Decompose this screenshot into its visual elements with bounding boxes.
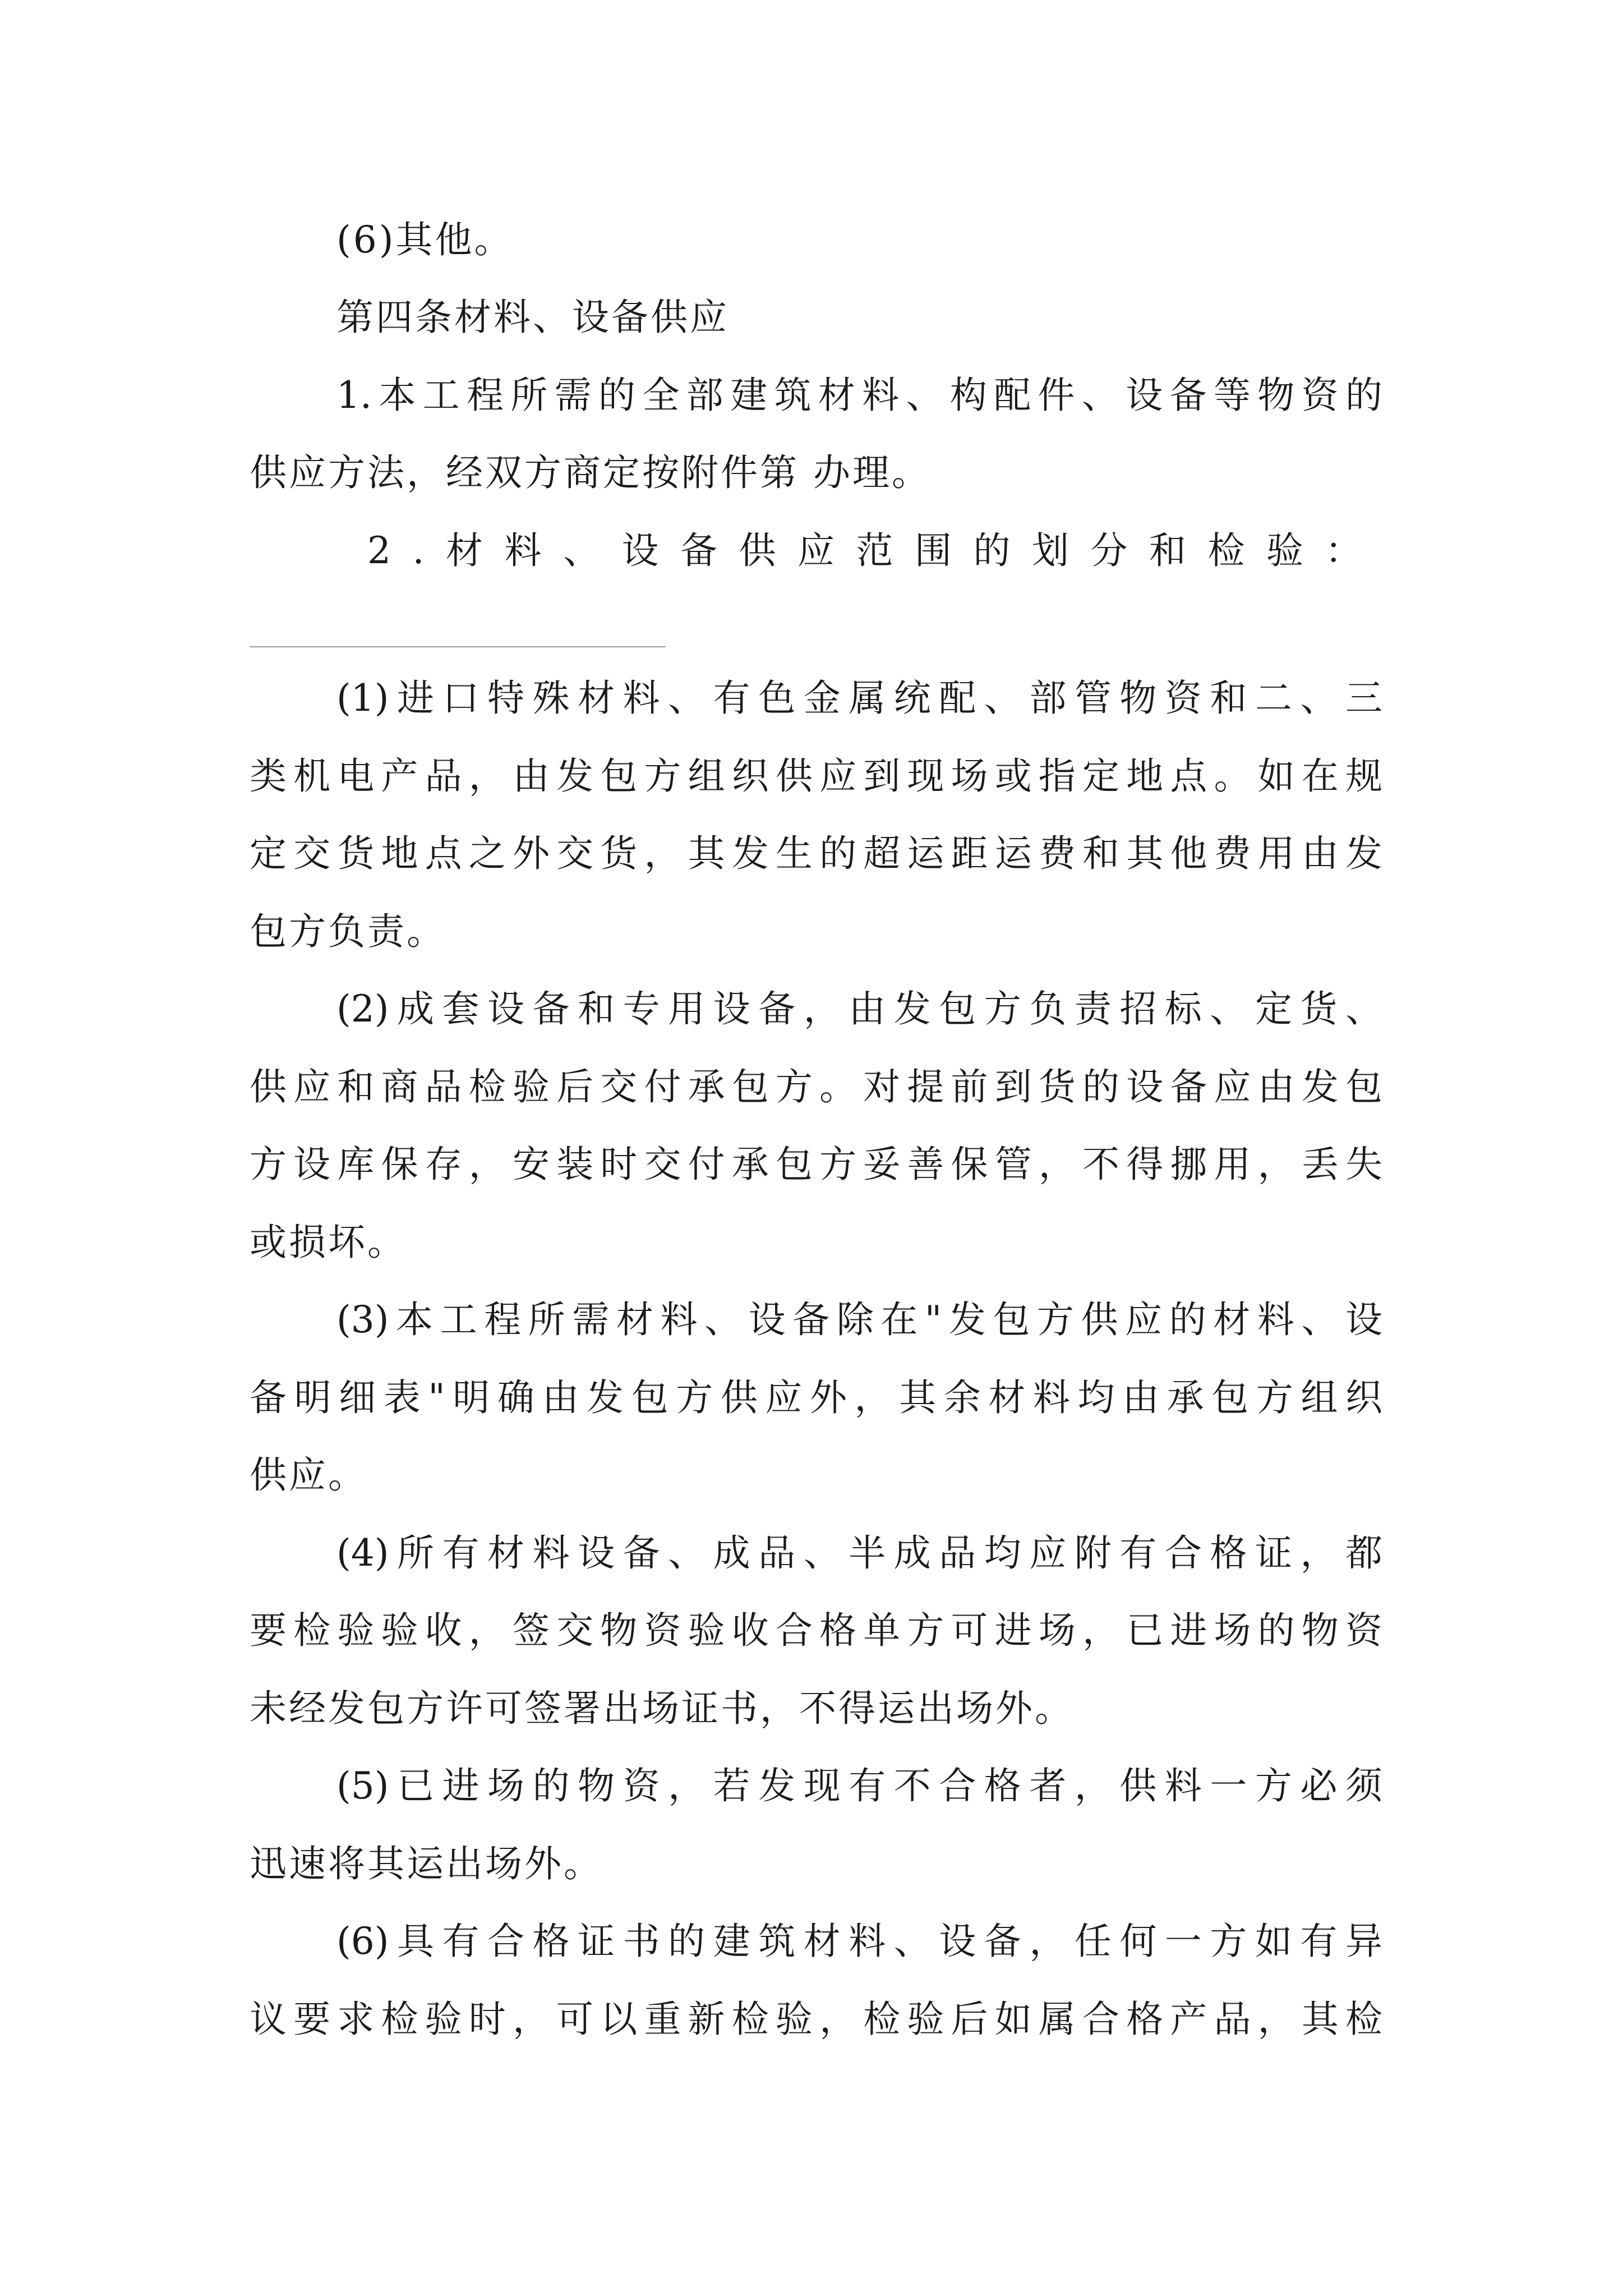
clause1-line2: 供应方法，经双方商定按附件第 办理。 — [250, 451, 931, 494]
item-other: (6)其他。 — [336, 218, 514, 261]
clause2-line1: 2.材料、设备供应范围的划分和检验： — [367, 529, 1384, 572]
item5-line2: 迅速将其运出场外。 — [250, 1842, 603, 1885]
item2-line4: 或损坏。 — [250, 1221, 407, 1264]
item1-line1: (1)进口特殊材料、有色金属统配、部管物资和二、三 — [336, 677, 1382, 720]
item3-line3: 供应。 — [250, 1453, 367, 1497]
item5-line1: (5)已进场的物资，若发现有不合格者，供料一方必须 — [336, 1764, 1382, 1807]
footnote-separator — [250, 646, 666, 647]
item6-line2: 议要求检验时，可以重新检验，检验后如属合格产品，其检 — [250, 1998, 1382, 2041]
item2-line2: 供应和商品检验后交付承包方。对提前到货的设备应由发包 — [250, 1065, 1382, 1108]
item2-line1: (2)成套设备和专用设备，由发包方负责招标、定货、 — [336, 987, 1382, 1030]
article-heading: 第四条材料、设备供应 — [336, 296, 729, 339]
item6-line1: (6)具有合格证书的建筑材料、设备，任何一方如有异 — [336, 1920, 1382, 1963]
item4-line2: 要检验验收，签交物资验收合格单方可进场，已进场的物资 — [250, 1609, 1382, 1652]
clause1-line1: 1.本工程所需的全部建筑材料、构配件、设备等物资的 — [336, 374, 1382, 417]
item1-line4: 包方负责。 — [250, 910, 446, 953]
item4-line1: (4)所有材料设备、成品、半成品均应附有合格证，都 — [336, 1531, 1382, 1575]
item3-line1: (3)本工程所需材料、设备除在"发包方供应的材料、设 — [336, 1298, 1382, 1341]
item1-line2: 类机电产品，由发包方组织供应到现场或指定地点。如在规 — [250, 754, 1382, 798]
item4-line3: 未经发包方许可签署出场证书，不得运出场外。 — [250, 1687, 1074, 1730]
item2-line3: 方设库保存，安装时交付承包方妥善保管，不得挪用，丢失 — [250, 1143, 1382, 1186]
item3-line2: 备明细表"明确由发包方供应外，其余材料均由承包方组织 — [250, 1376, 1382, 1419]
item1-line3: 定交货地点之外交货，其发生的超运距运费和其他费用由发 — [250, 832, 1382, 875]
